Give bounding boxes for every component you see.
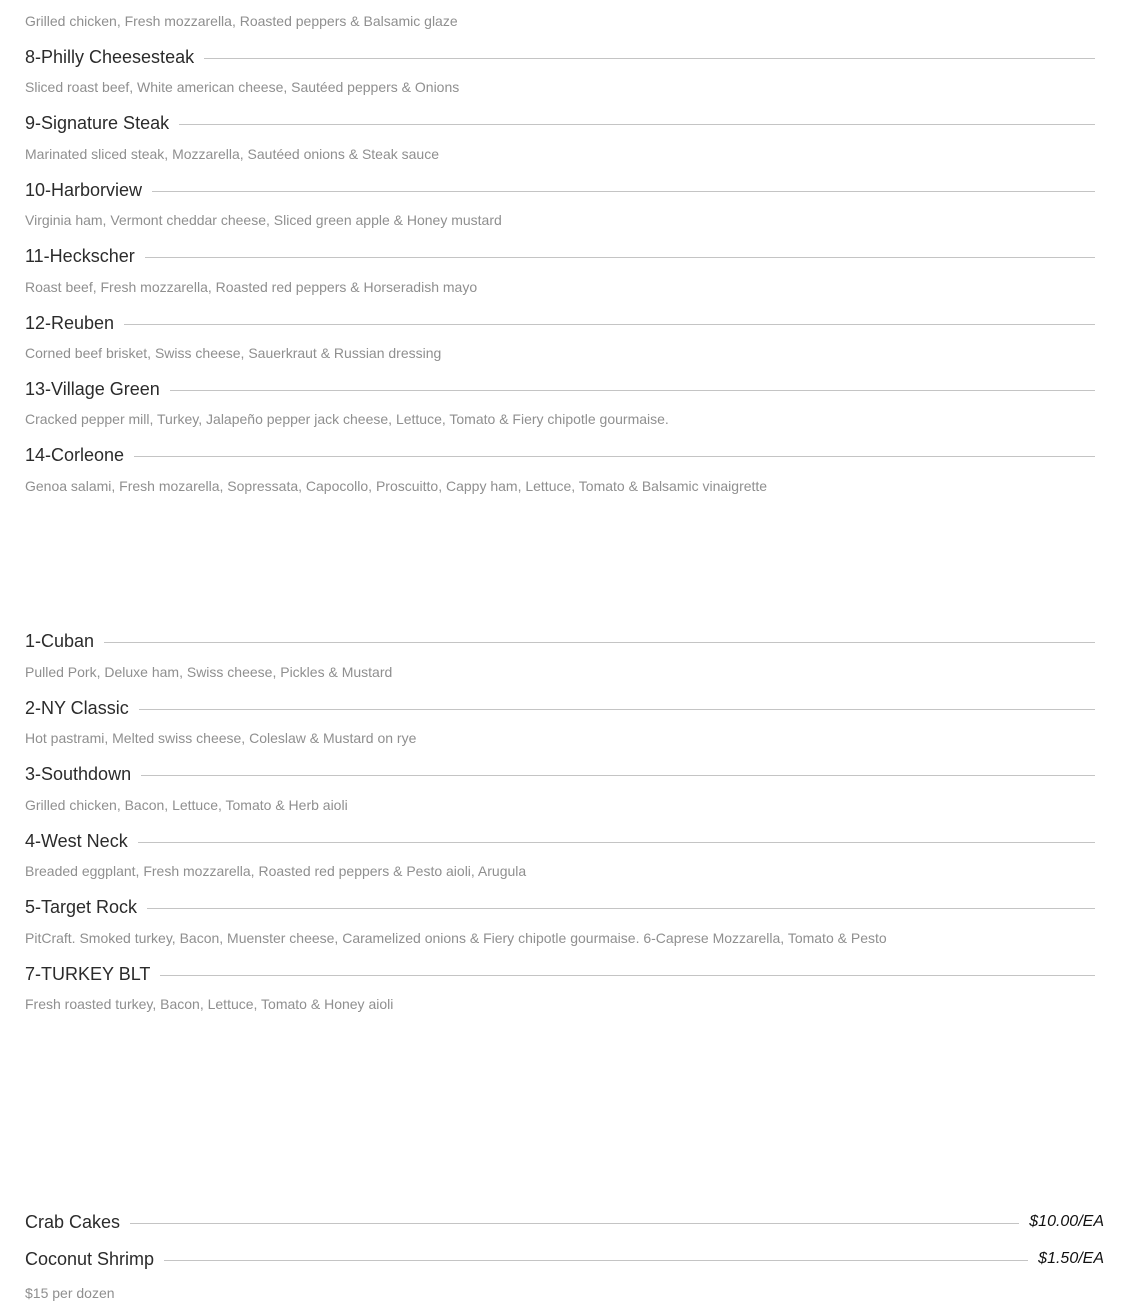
dotted-leader-line: [130, 1223, 1019, 1224]
menu-item-name: 10-Harborview: [25, 180, 143, 200]
menu-item-name: Crab Cakes: [25, 1212, 121, 1232]
item-description: Sliced roast beef, White american cheese, Sautéed peppers & Onions: [25, 79, 460, 95]
item-description: Corned beef brisket, Swiss cheese, Sauerkraut & Russian dressing: [25, 345, 442, 361]
dotted-leader-line: [141, 775, 1095, 776]
menu-item-corleone: [25, 443, 1095, 467]
dotted-leader-line: [104, 642, 1095, 643]
dotted-leader-line: [160, 975, 1095, 976]
dotted-leader-line: [138, 842, 1095, 843]
menu-item-turkey-blt: [25, 962, 1095, 986]
dotted-leader-line: [124, 324, 1095, 325]
dotted-leader-line: [147, 908, 1095, 909]
dotted-leader-line: [164, 1260, 1028, 1261]
menu-item-name: 8-Philly Cheesesteak: [25, 47, 195, 67]
menu-item-name: 12-Reuben: [25, 313, 115, 333]
menu-item-harborview: [25, 178, 1095, 202]
menu-item-name: 9-Signature Steak: [25, 113, 170, 133]
dotted-leader-line: [170, 390, 1095, 391]
menu-item-ny-classic: [25, 696, 1095, 720]
dotted-leader-line: [204, 58, 1095, 59]
menu-item-village-green: [25, 377, 1095, 401]
item-description: Breaded eggplant, Fresh mozzarella, Roasted red peppers & Pesto aioli, Arugula: [25, 863, 527, 879]
menu-item-name: 7-TURKEY BLT: [25, 964, 151, 984]
item-description: Hot pastrami, Melted swiss cheese, Coleslaw & Mustard on rye: [25, 730, 417, 746]
menu-item-name: 4-West Neck: [25, 831, 128, 851]
item-description: Fresh roasted turkey, Bacon, Lettuce, Tomato & Honey aioli: [25, 996, 394, 1012]
item-description: Genoa salami, Fresh mozarella, Sopressata, Capocollo, Proscuitto, Cappy ham, Lettuce, Tomato & Balsamic vinaigrette: [25, 478, 768, 494]
menu-item-coconut-shrimp: [25, 1247, 1104, 1271]
menu-item-heckscher: [25, 244, 1095, 268]
menu-item-west-neck: [25, 829, 1095, 853]
item-description: Cracked pepper mill, Turkey, Jalapeño pepper jack cheese, Lettuce, Tomato & Fiery chipotle gourmaise.: [25, 411, 669, 427]
menu-item-signature-steak: [25, 111, 1095, 135]
menu-item-target-rock: [25, 895, 1095, 919]
menu-item-philly-cheesesteak: [25, 45, 1095, 69]
menu-item-name: 3-Southdown: [25, 764, 132, 784]
menu-item-price: $10.00/EA: [1029, 1213, 1104, 1230]
item-description: Virginia ham, Vermont cheddar cheese, Sliced green apple & Honey mustard: [25, 212, 502, 228]
menu-item-reuben: [25, 311, 1095, 335]
menu-item-name: 1-Cuban: [25, 631, 95, 651]
menu-item-name: Coconut Shrimp: [25, 1249, 155, 1269]
dotted-leader-line: [139, 709, 1095, 710]
menu-item-name: 5-Target Rock: [25, 897, 138, 917]
dotted-leader-line: [179, 124, 1095, 125]
menu-item-name: 14-Corleone: [25, 445, 125, 465]
dotted-leader-line: [152, 191, 1095, 192]
menu-item-name: 13-Village Green: [25, 379, 160, 399]
item-description: Roast beef, Fresh mozzarella, Roasted red peppers & Horseradish mayo: [25, 279, 478, 295]
menu-item-name: 11-Heckscher: [25, 246, 135, 266]
item-description: Grilled chicken, Bacon, Lettuce, Tomato & Herb aioli: [25, 797, 348, 813]
item-description: Marinated sliced steak, Mozzarella, Sautéed onions & Steak sauce: [25, 146, 440, 162]
item-description: $15 per dozen: [25, 1285, 115, 1301]
item-description: Pulled Pork, Deluxe ham, Swiss cheese, Pickles & Mustard: [25, 664, 393, 680]
menu-item-crab-cakes: [25, 1210, 1104, 1234]
menu-item-cuban: [25, 629, 1095, 653]
dotted-leader-line: [134, 456, 1095, 457]
menu-item-price: $1.50/EA: [1038, 1250, 1104, 1267]
item-description: Grilled chicken, Fresh mozzarella, Roasted peppers & Balsamic glaze: [25, 13, 458, 29]
menu-item-name: 2-NY Classic: [25, 698, 129, 718]
dotted-leader-line: [145, 257, 1095, 258]
item-description: PitCraft. Smoked turkey, Bacon, Muenster cheese, Caramelized onions & Fiery chipotle gourmaise. 6-Caprese Mozzarella, Tomato & Pesto: [25, 930, 887, 946]
menu-item-southdown: [25, 762, 1095, 786]
